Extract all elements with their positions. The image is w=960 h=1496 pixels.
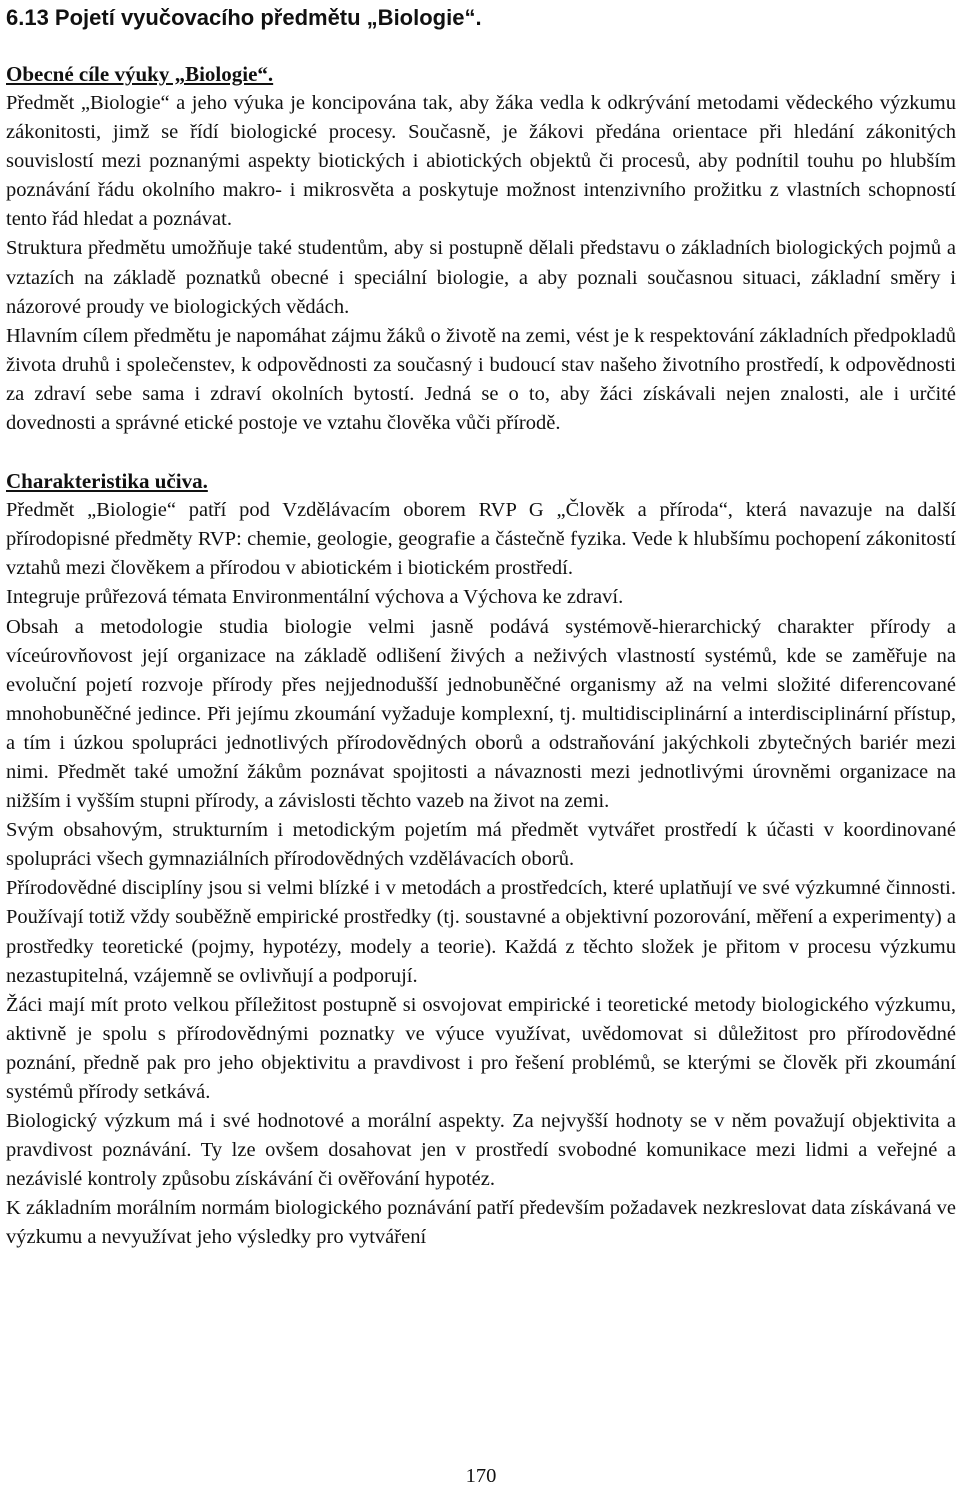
- goals-heading: Obecné cíle výuky „Biologie“.: [6, 62, 274, 86]
- document-page: [6, 0, 956, 1496]
- curriculum-paragraph-6: Žáci mají mít proto velkou příležitost postupně si osvojovat empirické i teoretické metody biologického výzkumu, aktivně je spolu s přírodovědnými poznatky ve výuce využívat, uvědomovat si důležitost pro přírodovědné poznání, předně pak pro jeho objektivitu a pravdivost i pro řešení problémů, se kterými se člověk při zkoumání systémů přírody setkává.: [6, 993, 956, 1103]
- section-spacer: [6, 438, 956, 467]
- curriculum-paragraph-2: Integruje průřezová témata Environmentální výchova a Výchova ke zdraví.: [6, 586, 624, 609]
- page-number: 170: [465, 1465, 497, 1487]
- curriculum-paragraph-1: Předmět „Biologie“ patří pod Vzdělávacím oborem RVP G „Člověk a příroda“, která navazuje na další přírodopisné předměty RVP: chemie, geologie, geografie a částečně fyzika. Vede k hlubšímu pochopení zákonitostí vztahů mezi člověkem a přírodou v abiotickém i biotickém prostředí.: [6, 499, 956, 580]
- curriculum-paragraph-5: Přírodovědné disciplíny jsou si velmi blízké i v metodách a prostředcích, které uplatňují ve své výzkumné činnosti. Používají totiž vždy souběžně empirické prostředky (tj. soustavné a objektivní pozorování, měření a experimenty) a prostředky teoretické (pojmy, hypotézy, modely a teorie). Každá z těchto složek je přitom v procesu výzkumu nezastupitelná, vzájemně se ovlivňují a podporují.: [6, 877, 956, 987]
- goals-paragraph-2: Struktura předmětu umožňuje také studentům, aby si postupně dělali představu o základních biologických pojmů a vztazích na základě poznatků obecné i speciální biologie, a aby poznali současnou situaci, základní směry i názorové proudy ve biologických vědách.: [6, 237, 956, 318]
- curriculum-paragraph-3: Obsah a metodologie studia biologie velmi jasně podává systémově-hierarchický charakter přírody a víceúrovňovost její organizace na základě odlišení živých a neživých vlastností systémů, kde se zaměřuje na evoluční pojetí rozvoje přírody přes nejjednodušší jednobuněčné organismy až na velmi složité diferencované mnohobuněčné jedince. Při jejímu zkoumání vyžaduje komplexní, tj. multidisciplinární a interdisciplinární přístup, a tím i úzkou spolupráci jednotlivých přírodovědných oborů a odstraňování jakýchkoli zbytečných bariér mezi nimi. Předmět také umožní žákům poznávat spojitosti a návaznosti mezi jednotlivými úrovněmi organizace na nižším i vyšším stupni přírody, a závislosti těchto vazeb na život na zemi.: [6, 615, 956, 813]
- curriculum-paragraph-8: K základním morálním normám biologického poznávání patří především požadavek nezkreslovat data získávaná ve výzkumu a nevyužívat jeho výsledky pro vytváření: [6, 1197, 956, 1249]
- curriculum-paragraph-7: Biologický výzkum má i své hodnotové a morální aspekty. Za nejvyšší hodnoty se v něm považují objektivita a pravdivost poznávání. Ty lze ovšem dosahovat jen v prostředí svobodné komunikace mezi lidmi a veřejné a nezávislé kontroly způsobu získávání či ověřování hypotéz.: [6, 1110, 956, 1191]
- curriculum-paragraph-4: Svým obsahovým, strukturním i metodickým pojetím má předmět vytvářet prostředí k účasti v koordinované spolupráci všech gymnaziálních přírodovědných vzdělávacích oborů.: [6, 819, 956, 871]
- goals-paragraph-3: Hlavním cílem předmětu je napomáhat zájmu žáků o životě na zemi, vést je k respektování základních předpokladů života druhů i společenstev, k odpovědnosti za současný i budoucí stav našeho životního prostředí, k odpovědnosti za zdraví sebe sama i zdraví okolních bytostí. Jedná se o to, aby žáci získávali nejen znalosti, ale i určité dovednosti a správné etické postoje ve vztahu člověka vůči přírodě.: [6, 324, 956, 435]
- document-body: [6, 60, 956, 1253]
- curriculum-heading: Charakteristika učiva.: [6, 469, 208, 494]
- section-title: 6.13 Pojetí vyučovacího předmětu „Biologie“.: [6, 5, 482, 30]
- goals-paragraph-1: Předmět „Biologie“ a jeho výuka je koncipována tak, aby žáka vedla k odkrývání metodami vědeckého výzkumu zákonitosti, jimž se řídí biologické procesy. Současně, je žákovi předána orientace při hledání zákonitých souvislostí mezi poznanými aspekty biotických i abiotických objektů či procesů, aby podnítil touhu po hlubším poznávání řádu okolního makro- i mikrosvěta a poskytuje možnost intenzivního prožitku z vlastních schopností tento řád hledat a poznávat.: [6, 92, 956, 231]
